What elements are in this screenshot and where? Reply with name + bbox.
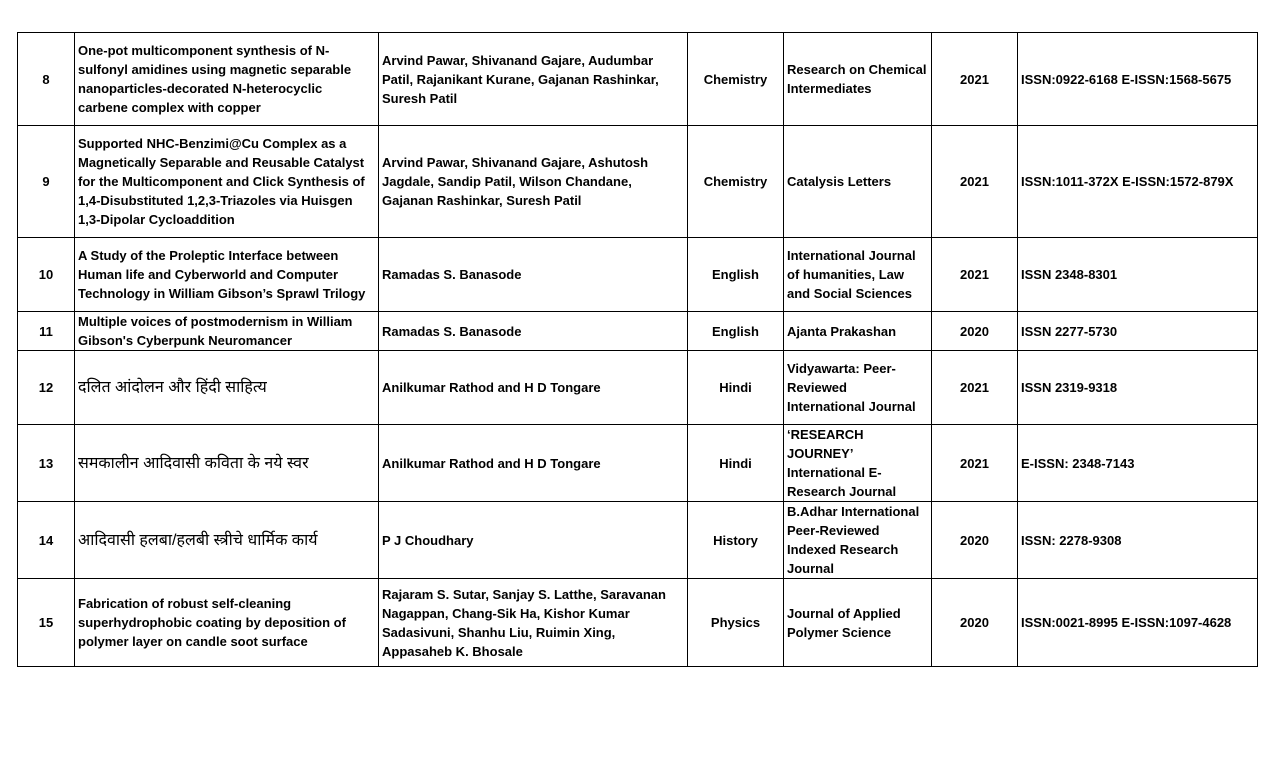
serial-number-cell: 11 (18, 312, 75, 351)
publications-table (17, 32, 1258, 667)
serial-number-cell: 8 (18, 33, 75, 126)
issn-cell: ISSN:0021-8995 E-ISSN:1097-4628 (1018, 579, 1258, 667)
department-cell: Physics (688, 579, 784, 667)
paper-title-cell: One-pot multicomponent synthesis of N-sulfonyl amidines using magnetic separable nanoparticles-decorated N-heterocyclic carbene complex with copper (75, 33, 379, 126)
paper-title-cell: Multiple voices of postmodernism in William Gibson's Cyberpunk Neuromancer (75, 312, 379, 351)
department-cell: History (688, 502, 784, 579)
serial-number-cell: 12 (18, 351, 75, 425)
year-cell: 2021 (932, 33, 1018, 126)
journal-cell: Journal of Applied Polymer Science (784, 579, 932, 667)
year-cell: 2021 (932, 126, 1018, 238)
year-cell: 2021 (932, 351, 1018, 425)
year-cell: 2020 (932, 502, 1018, 579)
issn-cell: ISSN 2348-8301 (1018, 238, 1258, 312)
journal-cell: International Journal of humanities, Law and Social Sciences (784, 238, 932, 312)
serial-number-cell: 15 (18, 579, 75, 667)
year-cell: 2020 (932, 312, 1018, 351)
authors-cell: Arvind Pawar, Shivanand Gajare, Ashutosh Jagdale, Sandip Patil, Wilson Chandane, Gajanan Rashinkar, Suresh Patil (379, 126, 688, 238)
table-row (18, 238, 1258, 312)
issn-cell: ISSN: 2278-9308 (1018, 502, 1258, 579)
journal-cell: Catalysis Letters (784, 126, 932, 238)
department-cell: English (688, 238, 784, 312)
issn-cell: ISSN 2277-5730 (1018, 312, 1258, 351)
table-row (18, 351, 1258, 425)
issn-cell: ISSN:1011-372X E-ISSN:1572-879X (1018, 126, 1258, 238)
authors-cell: Ramadas S. Banasode (379, 238, 688, 312)
authors-cell: Rajaram S. Sutar, Sanjay S. Latthe, Saravanan Nagappan, Chang-Sik Ha, Kishor Kumar Sadasivuni, Shanhu Liu, Ruimin Xing, Appasaheb K. Bhosale (379, 579, 688, 667)
department-cell: Chemistry (688, 33, 784, 126)
table-row (18, 126, 1258, 238)
journal-cell: ‘RESEARCH JOURNEY’ International E-Research Journal (784, 425, 932, 502)
paper-title-cell: Supported NHC-Benzimi@Cu Complex as a Magnetically Separable and Reusable Catalyst for the Multicomponent and Click Synthesis of 1,4-Disubstituted 1,2,3-Triazoles via Huisgen 1,3-Dipolar Cycloaddition (75, 126, 379, 238)
serial-number-cell: 9 (18, 126, 75, 238)
authors-cell: Arvind Pawar, Shivanand Gajare, Audumbar Patil, Rajanikant Kurane, Gajanan Rashinkar, Suresh Patil (379, 33, 688, 126)
serial-number-cell: 14 (18, 502, 75, 579)
paper-title-cell: समकालीन आदिवासी कविता के नये स्वर (75, 425, 379, 502)
table-row (18, 579, 1258, 667)
authors-cell: Anilkumar Rathod and H D Tongare (379, 351, 688, 425)
paper-title-cell: आदिवासी हलबा/हलबी स्त्रीचे धार्मिक कार्य (75, 502, 379, 579)
department-cell: English (688, 312, 784, 351)
table-row (18, 502, 1258, 579)
authors-cell: Ramadas S. Banasode (379, 312, 688, 351)
paper-title-cell: Fabrication of robust self-cleaning superhydrophobic coating by deposition of polymer layer on candle soot surface (75, 579, 379, 667)
authors-cell: Anilkumar Rathod and H D Tongare (379, 425, 688, 502)
year-cell: 2021 (932, 425, 1018, 502)
table-row (18, 425, 1258, 502)
publications-sheet (17, 32, 1258, 667)
department-cell: Hindi (688, 425, 784, 502)
table-row (18, 33, 1258, 126)
paper-title-cell: दलित आंदोलन और हिंदी साहित्य (75, 351, 379, 425)
journal-cell: Ajanta Prakashan (784, 312, 932, 351)
year-cell: 2020 (932, 579, 1018, 667)
department-cell: Chemistry (688, 126, 784, 238)
authors-cell: P J Choudhary (379, 502, 688, 579)
serial-number-cell: 10 (18, 238, 75, 312)
table-row (18, 312, 1258, 351)
issn-cell: ISSN 2319-9318 (1018, 351, 1258, 425)
department-cell: Hindi (688, 351, 784, 425)
journal-cell: B.Adhar International Peer-Reviewed Indexed Research Journal (784, 502, 932, 579)
year-cell: 2021 (932, 238, 1018, 312)
journal-cell: Research on Chemical Intermediates (784, 33, 932, 126)
journal-cell: Vidyawarta: Peer-Reviewed International Journal (784, 351, 932, 425)
issn-cell: ISSN:0922-6168 E-ISSN:1568-5675 (1018, 33, 1258, 126)
issn-cell: E-ISSN: 2348-7143 (1018, 425, 1258, 502)
serial-number-cell: 13 (18, 425, 75, 502)
paper-title-cell: A Study of the Proleptic Interface between Human life and Cyberworld and Computer Technology in William Gibson’s Sprawl Trilogy (75, 238, 379, 312)
